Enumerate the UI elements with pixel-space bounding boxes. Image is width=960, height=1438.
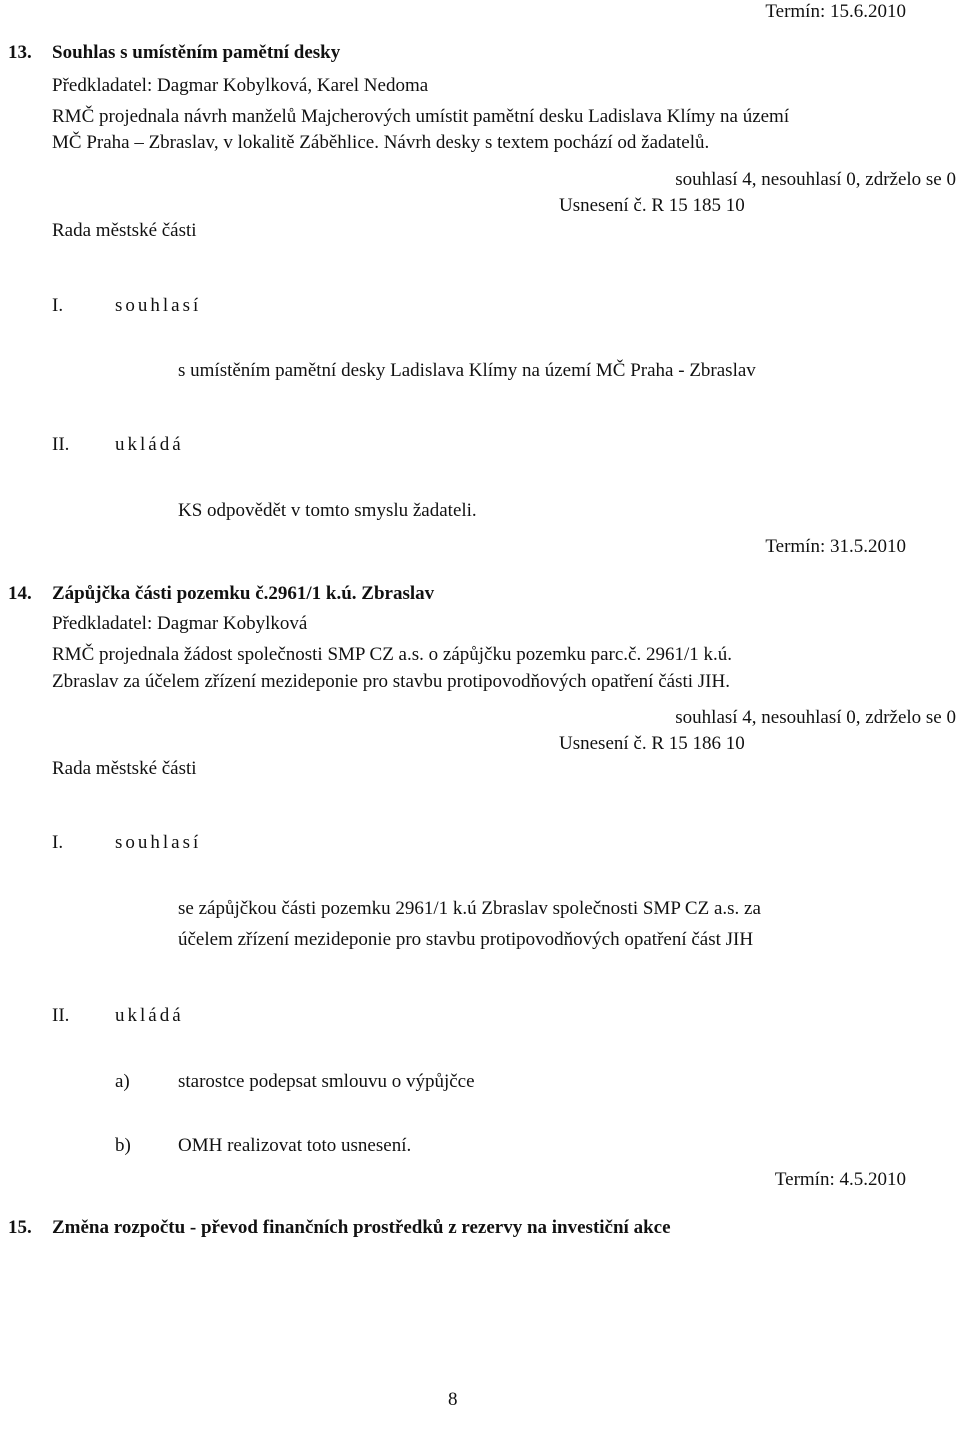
rada-label: Rada městské části — [52, 220, 197, 241]
section-text: KS odpovědět v tomto smyslu žadateli. — [178, 500, 477, 521]
section-number: II. — [52, 434, 70, 455]
usneseni-number: Usnesení č. R 15 186 10 — [559, 733, 745, 754]
section-verb: ukládá — [115, 434, 184, 455]
item-title: Souhlas s umístěním pamětní desky — [52, 42, 341, 63]
section-text: účelem zřízení mezideponie pro stavbu protipovodňových opatření část JIH — [178, 929, 754, 950]
section-number: I. — [52, 295, 64, 316]
predkladatel: Předkladatel: Dagmar Kobylková — [52, 613, 308, 634]
termin: Termín: 4.5.2010 — [774, 1169, 906, 1190]
header-termin: Termín: 15.6.2010 — [765, 1, 906, 22]
task-label: b) — [115, 1135, 131, 1156]
item-number: 13. — [8, 42, 32, 63]
item-title: Změna rozpočtu - převod finančních prostředků z rezervy na investiční akce — [52, 1217, 671, 1238]
item-title: Zápůjčka části pozemku č.2961/1 k.ú. Zbraslav — [52, 583, 435, 604]
item-text: RMČ projednala žádost společnosti SMP CZ a.s. o zápůjčku pozemku parc.č. 2961/1 k.ú. — [52, 644, 733, 665]
item-text: MČ Praha – Zbraslav, v lokalitě Záběhlice. Návrh desky s textem pochází od žadatelů. — [52, 132, 710, 153]
page-number: 8 — [448, 1389, 458, 1410]
section-number: II. — [52, 1005, 70, 1026]
usneseni-number: Usnesení č. R 15 185 10 — [559, 195, 745, 216]
section-text: s umístěním pamětní desky Ladislava Klímy na území MČ Praha - Zbraslav — [178, 360, 756, 381]
vote-result: souhlasí 4, nesouhlasí 0, zdrželo se 0 — [675, 169, 956, 190]
section-text: se zápůjčkou části pozemku 2961/1 k.ú Zbraslav společnosti SMP CZ a.s. za — [178, 898, 761, 919]
item-text: Zbraslav za účelem zřízení mezideponie pro stavbu protipovodňových opatření části JIH. — [52, 671, 730, 692]
vote-result: souhlasí 4, nesouhlasí 0, zdrželo se 0 — [675, 707, 956, 728]
item-text: RMČ projednala návrh manželů Majcherových umístit pamětní desku Ladislava Klímy na území — [52, 106, 790, 127]
section-verb: souhlasí — [115, 832, 202, 853]
section-verb: souhlasí — [115, 295, 202, 316]
section-number: I. — [52, 832, 64, 853]
task-text: OMH realizovat toto usnesení. — [178, 1135, 412, 1156]
predkladatel: Předkladatel: Dagmar Kobylková, Karel Nedoma — [52, 75, 429, 96]
termin: Termín: 31.5.2010 — [765, 536, 906, 557]
item-number: 14. — [8, 583, 32, 604]
task-text: starostce podepsat smlouvu o výpůjčce — [178, 1071, 475, 1092]
item-number: 15. — [8, 1217, 32, 1238]
rada-label: Rada městské části — [52, 758, 197, 779]
task-label: a) — [115, 1071, 130, 1092]
section-verb: ukládá — [115, 1005, 184, 1026]
